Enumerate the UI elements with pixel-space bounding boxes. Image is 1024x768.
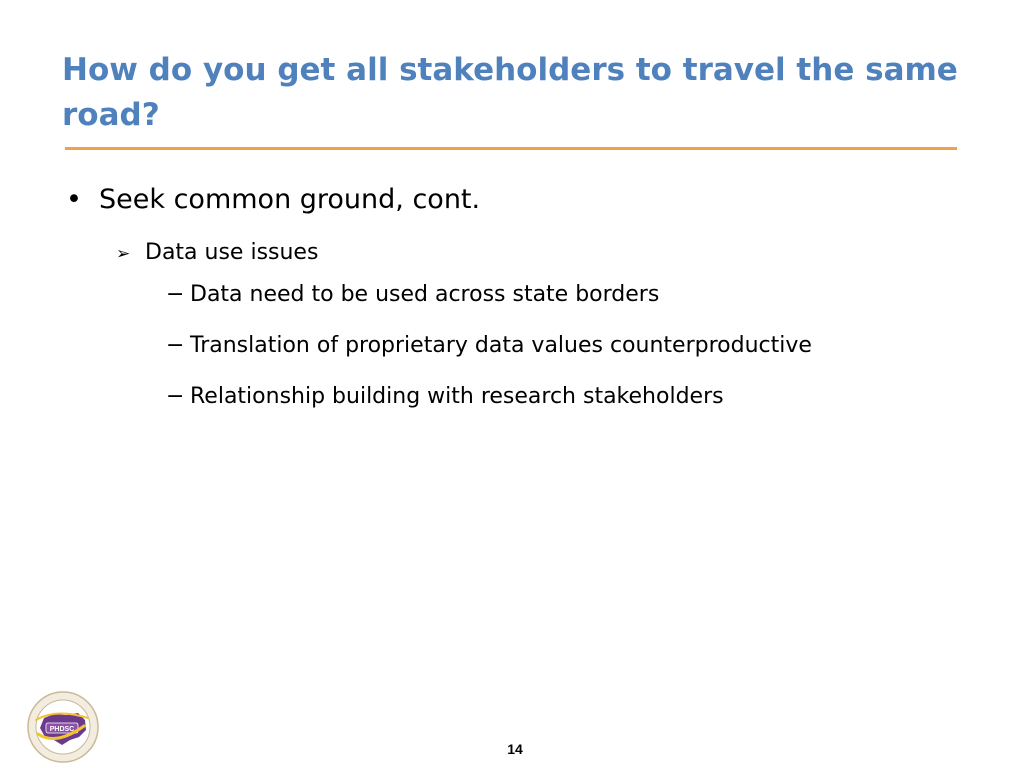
logo-text: PHDSC: [49, 726, 75, 733]
dash-marker: −: [166, 333, 185, 358]
dash-marker: −: [166, 384, 185, 409]
phdsc-logo: [26, 690, 100, 764]
bullet-level-3: [166, 331, 812, 361]
title-divider: [65, 147, 957, 150]
sub-sub-bullet-text: Translation of proprietary data values counterproductive: [190, 333, 812, 358]
bullet-level-1: [66, 183, 480, 217]
bullet-marker: •: [66, 184, 82, 215]
page-number: 14: [507, 741, 523, 757]
bullet-level-2: [116, 238, 318, 269]
sub-sub-bullet-text: Data need to be used across state borders: [190, 282, 660, 307]
slide-title: How do you get all stakeholders to travel the same road?: [62, 52, 958, 133]
bullet-level-3: [166, 382, 724, 412]
bullet-text: Seek common ground, cont.: [99, 184, 481, 215]
sub-sub-bullet-text: Relationship building with research stakeholders: [190, 384, 724, 409]
bullet-level-3: [166, 280, 659, 310]
sub-bullet-text: Data use issues: [145, 240, 319, 265]
arrow-bullet-icon: ➢: [116, 244, 131, 264]
dash-marker: −: [166, 282, 185, 307]
